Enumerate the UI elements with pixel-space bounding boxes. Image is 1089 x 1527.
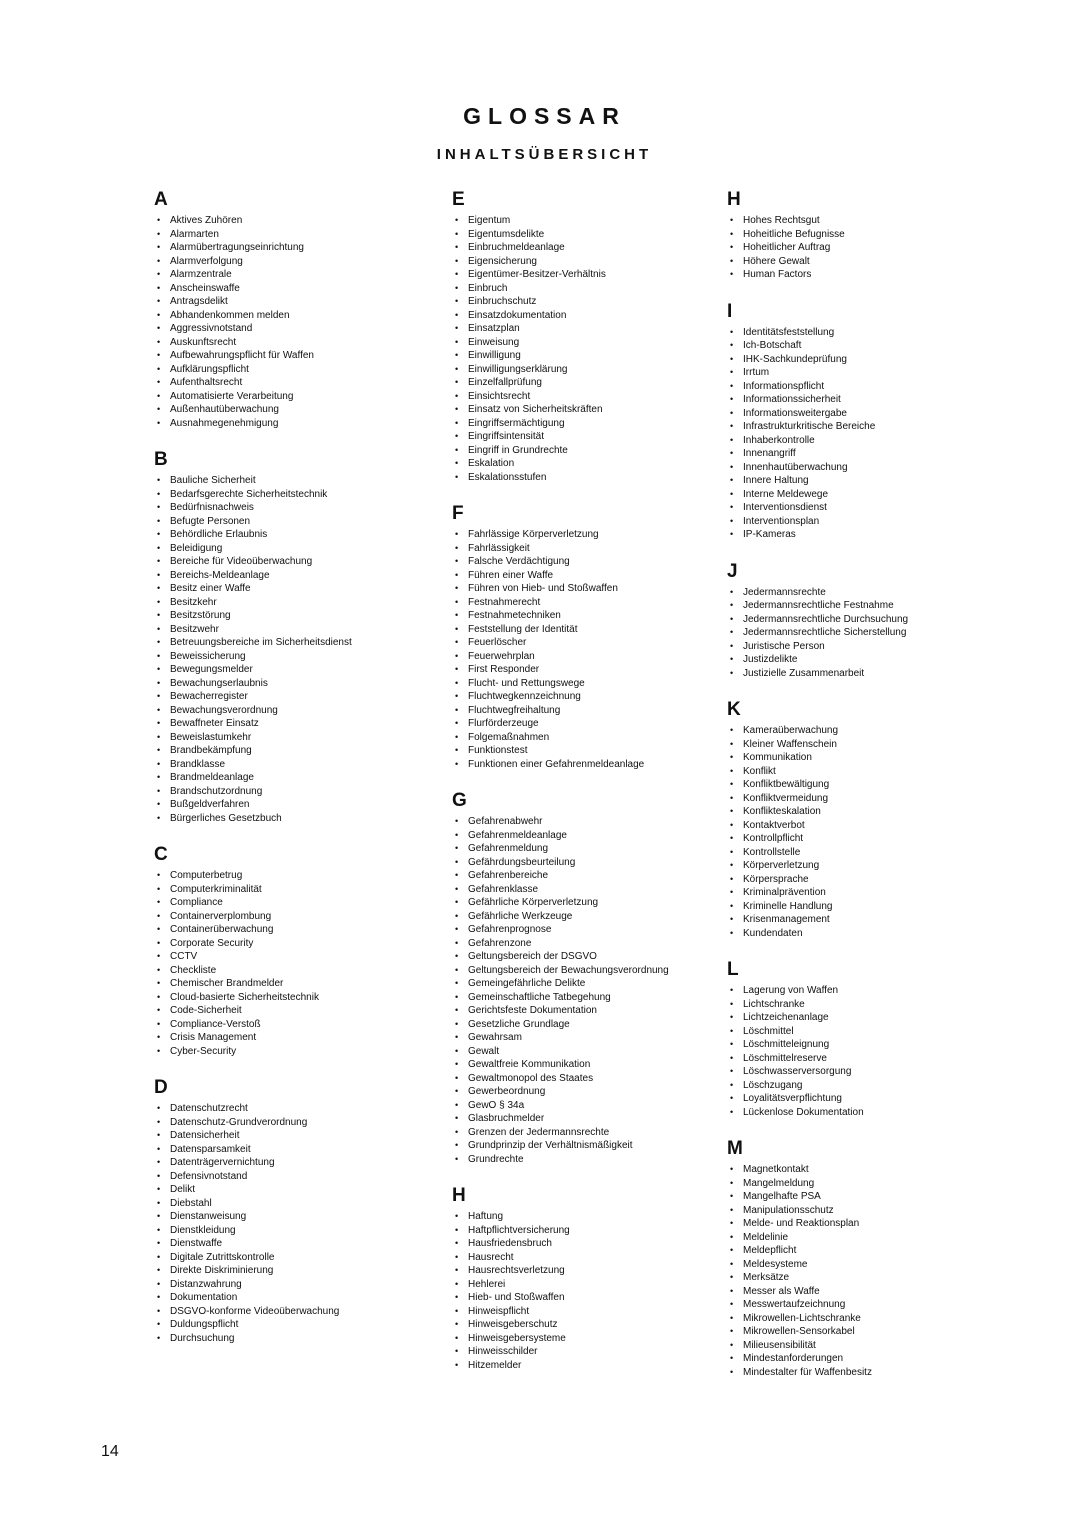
glossary-term: • Anscheinswaffe — [154, 282, 444, 296]
glossary-term: • Einsichtsrecht — [452, 390, 742, 404]
glossary-term: • Digitale Zutrittskontrolle — [154, 1251, 444, 1265]
glossary-term: • Mikrowellen-Sensorkabel — [727, 1325, 1017, 1339]
glossary-term: • Corporate Security — [154, 937, 444, 951]
glossary-term: • Glasbruchmelder — [452, 1112, 742, 1126]
glossary-term-list — [452, 214, 742, 484]
glossary-term: • Löschwasserversorgung — [727, 1065, 1017, 1079]
glossary-term: • Justizielle Zusammenarbeit — [727, 667, 1017, 681]
glossary-term: • Mindestanforderungen — [727, 1352, 1017, 1366]
glossary-term-list — [727, 586, 1017, 681]
glossary-term: • Brandbekämpfung — [154, 744, 444, 758]
glossary-term: • Hinweisschilder — [452, 1345, 742, 1359]
glossary-term: • Kommunikation — [727, 751, 1017, 765]
glossary-term: • Justizdelikte — [727, 653, 1017, 667]
glossary-term: • Löschmittel — [727, 1025, 1017, 1039]
glossary-section-c — [154, 843, 444, 1058]
glossary-term: • Hausrecht — [452, 1251, 742, 1265]
glossary-term: • Hoheitlicher Auftrag — [727, 241, 1017, 255]
glossary-term: • Hohes Rechtsgut — [727, 214, 1017, 228]
glossary-section-f — [452, 502, 742, 771]
glossary-term: • Brandschutzordnung — [154, 785, 444, 799]
section-letter-heading: I — [727, 300, 733, 322]
glossary-term: • Kriminalprävention — [727, 886, 1017, 900]
glossary-term: • Bauliche Sicherheit — [154, 474, 444, 488]
section-letter-heading: M — [727, 1138, 743, 1159]
glossary-term: • Besitz einer Waffe — [154, 582, 444, 596]
glossary-term: • Einwilligung — [452, 349, 742, 363]
glossary-term: • Alarmzentrale — [154, 268, 444, 282]
section-letter-heading: H — [452, 1185, 466, 1206]
glossary-term: • Kundendaten — [727, 927, 1017, 941]
glossary-term: • Dienstkleidung — [154, 1224, 444, 1238]
glossary-term: • Kontaktverbot — [727, 819, 1017, 833]
glossary-term: • Körpersprache — [727, 873, 1017, 887]
glossary-term: • Innere Haltung — [727, 474, 1017, 488]
glossary-term: • Gefahrenmeldeanlage — [452, 829, 742, 843]
glossary-term: • Dokumentation — [154, 1291, 444, 1305]
glossary-term: • Körperverletzung — [727, 859, 1017, 873]
glossary-term: • Meldelinie — [727, 1231, 1017, 1245]
glossary-term: • Dienstwaffe — [154, 1237, 444, 1251]
section-letter-heading: D — [154, 1077, 168, 1098]
glossary-term: • Merksätze — [727, 1271, 1017, 1285]
glossary-term: • Aktives Zuhören — [154, 214, 444, 228]
glossary-term-list — [727, 1163, 1017, 1379]
glossary-term: • Mangelhafte PSA — [727, 1190, 1017, 1204]
glossary-term: • Konflikteskalation — [727, 805, 1017, 819]
glossary-term: • Festnahmetechniken — [452, 609, 742, 623]
glossary-term: • First Responder — [452, 663, 742, 677]
glossary-term: • Eingriffsintensität — [452, 430, 742, 444]
glossary-term: • Gefahrenklasse — [452, 883, 742, 897]
section-letter-heading: C — [154, 844, 168, 865]
glossary-term: • Einzelfallprüfung — [452, 376, 742, 390]
glossary-term: • Gewaltmonopol des Staates — [452, 1072, 742, 1086]
glossary-term: • Datensparsamkeit — [154, 1143, 444, 1157]
glossary-term: • Falsche Verdächtigung — [452, 555, 742, 569]
glossary-section-k — [727, 698, 1017, 940]
glossary-term: • Aggressivnotstand — [154, 322, 444, 336]
glossary-term: • Infrastrukturkritische Bereiche — [727, 420, 1017, 434]
glossary-term: • Kontrollpflicht — [727, 832, 1017, 846]
glossary-term: • Gemeingefährliche Delikte — [452, 977, 742, 991]
glossary-term: • Lückenlose Dokumentation — [727, 1106, 1017, 1120]
glossary-term: • Jedermannsrechte — [727, 586, 1017, 600]
glossary-term: • Einsatzdokumentation — [452, 309, 742, 323]
glossary-term: • Datenschutzrecht — [154, 1102, 444, 1116]
glossary-section-b — [154, 448, 444, 825]
glossary-term: • Interventionsdienst — [727, 501, 1017, 515]
page-number: 14 — [101, 1443, 119, 1460]
glossary-term: • Befugte Personen — [154, 515, 444, 529]
glossary-term: • Antragsdelikt — [154, 295, 444, 309]
glossary-term: • Messer als Waffe — [727, 1285, 1017, 1299]
glossary-term: • Identitätsfeststellung — [727, 326, 1017, 340]
glossary-term: • Feuerwehrplan — [452, 650, 742, 664]
glossary-term: • Datenschutz-Grundverordnung — [154, 1116, 444, 1130]
glossary-term: • Computerbetrug — [154, 869, 444, 883]
glossary-section-e — [452, 188, 742, 484]
glossary-term: • Aufenthaltsrecht — [154, 376, 444, 390]
glossary-term: • Abhandenkommen melden — [154, 309, 444, 323]
glossary-section-i — [727, 300, 1017, 542]
glossary-term: • Messwertaufzeichnung — [727, 1298, 1017, 1312]
glossary-term: • Krisenmanagement — [727, 913, 1017, 927]
glossary-term: • Bewachungserlaubnis — [154, 677, 444, 691]
section-letter-heading: E — [452, 189, 465, 210]
glossary-term: • Fahrlässigkeit — [452, 542, 742, 556]
glossary-term-list — [727, 984, 1017, 1119]
glossary-term: • Interventionsplan — [727, 515, 1017, 529]
glossary-term: • Einwilligungserklärung — [452, 363, 742, 377]
glossary-term: • Datenträgervernichtung — [154, 1156, 444, 1170]
glossary-term: • Computerkriminalität — [154, 883, 444, 897]
glossary-term: • Hieb- und Stoßwaffen — [452, 1291, 742, 1305]
page-title: GLOSSAR — [463, 103, 626, 129]
glossary-term: • Juristische Person — [727, 640, 1017, 654]
glossary-term: • Innenhautüberwachung — [727, 461, 1017, 475]
section-letter-heading: B — [154, 449, 168, 470]
glossary-term: • Alarmübertragungseinrichtung — [154, 241, 444, 255]
glossary-term: • Hitzemelder — [452, 1359, 742, 1373]
glossary-term: • Interne Meldewege — [727, 488, 1017, 502]
glossary-section-l — [727, 958, 1017, 1119]
glossary-term: • Bereichs-Meldeanlage — [154, 569, 444, 583]
glossary-term: • Gewahrsam — [452, 1031, 742, 1045]
glossary-term: • Gefahrenzone — [452, 937, 742, 951]
glossary-term: • Gemeinschaftliche Tatbegehung — [452, 991, 742, 1005]
glossary-term: • Gewerbeordnung — [452, 1085, 742, 1099]
glossary-term: • Dienstanweisung — [154, 1210, 444, 1224]
glossary-term: • Alarmverfolgung — [154, 255, 444, 269]
glossary-section-m — [727, 1137, 1017, 1379]
glossary-term: • Duldungspflicht — [154, 1318, 444, 1332]
glossary-term: • Grundprinzip der Verhältnismäßigkeit — [452, 1139, 742, 1153]
glossary-term: • Jedermannsrechtliche Durchsuchung — [727, 613, 1017, 627]
glossary-term: • Datensicherheit — [154, 1129, 444, 1143]
glossary-term: • Bürgerliches Gesetzbuch — [154, 812, 444, 826]
glossary-term: • Eskalationsstufen — [452, 471, 742, 485]
section-letter-heading: G — [452, 790, 467, 811]
glossary-term-list — [452, 1210, 742, 1372]
glossary-column-1 — [154, 188, 444, 1363]
glossary-term: • Hausfriedensbruch — [452, 1237, 742, 1251]
glossary-term: • Behördliche Erlaubnis — [154, 528, 444, 542]
glossary-term-list — [727, 724, 1017, 940]
glossary-term: • Aufbewahrungspflicht für Waffen — [154, 349, 444, 363]
glossary-term: • Cyber-Security — [154, 1045, 444, 1059]
glossary-term: • Gewalt — [452, 1045, 742, 1059]
glossary-term: • Grundrechte — [452, 1153, 742, 1167]
glossary-term: • Eskalation — [452, 457, 742, 471]
glossary-term: • Jedermannsrechtliche Festnahme — [727, 599, 1017, 613]
glossary-term: • Containerüberwachung — [154, 923, 444, 937]
glossary-section-d — [154, 1076, 444, 1345]
glossary-term: • Einbruchschutz — [452, 295, 742, 309]
glossary-term: • Gefährliche Werkzeuge — [452, 910, 742, 924]
glossary-term: • Checkliste — [154, 964, 444, 978]
glossary-term: • Festnahmerecht — [452, 596, 742, 610]
glossary-term: • Geltungsbereich der DSGVO — [452, 950, 742, 964]
glossary-term: • Loyalitätsverpflichtung — [727, 1092, 1017, 1106]
glossary-term: • Beleidigung — [154, 542, 444, 556]
glossary-section-g — [452, 789, 742, 1166]
glossary-term: • Konfliktvermeidung — [727, 792, 1017, 806]
glossary-term: • Fahrlässige Körperverletzung — [452, 528, 742, 542]
glossary-term: • Funktionen einer Gefahrenmeldeanlage — [452, 758, 742, 772]
glossary-term: • Compliance — [154, 896, 444, 910]
glossary-term: • Innenangriff — [727, 447, 1017, 461]
section-letter-heading: K — [727, 699, 741, 720]
glossary-term: • Hausrechtsverletzung — [452, 1264, 742, 1278]
glossary-term: • Kleiner Waffenschein — [727, 738, 1017, 752]
glossary-section-a — [154, 188, 444, 430]
glossary-term: • Alarmarten — [154, 228, 444, 242]
glossary-term: • CCTV — [154, 950, 444, 964]
glossary-term: • Bedarfsgerechte Sicherheitstechnik — [154, 488, 444, 502]
glossary-term-list — [727, 326, 1017, 542]
glossary-term: • Konflikt — [727, 765, 1017, 779]
glossary-term-list — [154, 1102, 444, 1345]
glossary-section-h — [727, 188, 1017, 282]
glossary-term: • Aufklärungspflicht — [154, 363, 444, 377]
glossary-term: • Ausnahmegenehmigung — [154, 417, 444, 431]
glossary-term: • Hoheitliche Befugnisse — [727, 228, 1017, 242]
glossary-term: • Mindestalter für Waffenbesitz — [727, 1366, 1017, 1380]
glossary-term: • Beweissicherung — [154, 650, 444, 664]
section-letter-heading: L — [727, 959, 739, 980]
glossary-term: • Haftpflichtversicherung — [452, 1224, 742, 1238]
glossary-term: • Gesetzliche Grundlage — [452, 1018, 742, 1032]
glossary-term: • DSGVO-konforme Videoüberwachung — [154, 1305, 444, 1319]
glossary-term: • Inhaberkontrolle — [727, 434, 1017, 448]
glossary-term: • Manipulationsschutz — [727, 1204, 1017, 1218]
glossary-term: • Compliance-Verstoß — [154, 1018, 444, 1032]
glossary-term: • Löschmittelreserve — [727, 1052, 1017, 1066]
glossary-term: • GewO § 34a — [452, 1099, 742, 1113]
glossary-term: • Chemischer Brandmelder — [154, 977, 444, 991]
glossary-term: • Beweislastumkehr — [154, 731, 444, 745]
glossary-term: • Bewachungsverordnung — [154, 704, 444, 718]
glossary-term: • Einbruch — [452, 282, 742, 296]
glossary-term: • Einweisung — [452, 336, 742, 350]
glossary-term: • Brandklasse — [154, 758, 444, 772]
glossary-term: • Lichtschranke — [727, 998, 1017, 1012]
glossary-term: • Höhere Gewalt — [727, 255, 1017, 269]
glossary-term: • Geltungsbereich der Bewachungsverordnung — [452, 964, 742, 978]
glossary-term: • Hinweispflicht — [452, 1305, 742, 1319]
glossary-term: • Betreuungsbereiche im Sicherheitsdienst — [154, 636, 444, 650]
glossary-term: • Distanzwahrung — [154, 1278, 444, 1292]
glossary-term: • Bewaffneter Einsatz — [154, 717, 444, 731]
glossary-term: • Gefährliche Körperverletzung — [452, 896, 742, 910]
glossary-term: • Crisis Management — [154, 1031, 444, 1045]
glossary-term: • Durchsuchung — [154, 1332, 444, 1346]
glossary-term: • Konfliktbewältigung — [727, 778, 1017, 792]
glossary-term: • Magnetkontakt — [727, 1163, 1017, 1177]
page-subtitle: INHALTSÜBERSICHT — [436, 146, 653, 163]
glossary-term: • Milieusensibilität — [727, 1339, 1017, 1353]
glossary-term: • Führen von Hieb- und Stoßwaffen — [452, 582, 742, 596]
glossary-term-list — [452, 528, 742, 771]
glossary-term: • Human Factors — [727, 268, 1017, 282]
glossary-term: • Grenzen der Jedermannsrechte — [452, 1126, 742, 1140]
glossary-term: • Fluchtwegkennzeichnung — [452, 690, 742, 704]
section-letter-heading: J — [727, 560, 738, 582]
glossary-term: • Defensivnotstand — [154, 1170, 444, 1184]
glossary-term: • Containerverplombung — [154, 910, 444, 924]
glossary-section-j — [727, 560, 1017, 681]
glossary-term: • Auskunftsrecht — [154, 336, 444, 350]
glossary-term: • Funktionstest — [452, 744, 742, 758]
glossary-term: • Bereiche für Videoüberwachung — [154, 555, 444, 569]
glossary-term: • Ich-Botschaft — [727, 339, 1017, 353]
glossary-term: • Eingriffsermächtigung — [452, 417, 742, 431]
glossary-term-list — [727, 214, 1017, 282]
glossary-term: • Gefahrenmeldung — [452, 842, 742, 856]
glossary-term: • Einsatz von Sicherheitskräften — [452, 403, 742, 417]
glossary-term: • Feststellung der Identität — [452, 623, 742, 637]
glossary-term-list — [452, 815, 742, 1166]
glossary-term: • Irrtum — [727, 366, 1017, 380]
glossary-term: • Gewaltfreie Kommunikation — [452, 1058, 742, 1072]
glossary-term: • Direkte Diskriminierung — [154, 1264, 444, 1278]
glossary-term: • Fluchtwegfreihaltung — [452, 704, 742, 718]
glossary-term: • Außenhautüberwachung — [154, 403, 444, 417]
glossary-term: • Einbruchmeldeanlage — [452, 241, 742, 255]
glossary-term: • Löschzugang — [727, 1079, 1017, 1093]
glossary-term: • Mangelmeldung — [727, 1177, 1017, 1191]
glossary-term: • IHK-Sachkundeprüfung — [727, 353, 1017, 367]
glossary-term: • IP-Kameras — [727, 528, 1017, 542]
glossary-term: • Gefährdungsbeurteilung — [452, 856, 742, 870]
glossary-term-list — [154, 214, 444, 430]
glossary-term: • Lagerung von Waffen — [727, 984, 1017, 998]
glossary-term: • Führen einer Waffe — [452, 569, 742, 583]
glossary-term: • Melde- und Reaktionsplan — [727, 1217, 1017, 1231]
glossary-term: • Eingriff in Grundrechte — [452, 444, 742, 458]
glossary-term: • Jedermannsrechtliche Sicherstellung — [727, 626, 1017, 640]
glossary-term: • Bedürfnisnachweis — [154, 501, 444, 515]
glossary-term: • Informationsweitergabe — [727, 407, 1017, 421]
glossary-term: • Hinweisgebersysteme — [452, 1332, 742, 1346]
section-letter-heading: F — [452, 503, 464, 524]
glossary-term: • Bußgeldverfahren — [154, 798, 444, 812]
glossary-term: • Löschmitteleignung — [727, 1038, 1017, 1052]
glossary-term: • Bewegungsmelder — [154, 663, 444, 677]
glossary-term: • Kriminelle Handlung — [727, 900, 1017, 914]
glossary-term: • Code-Sicherheit — [154, 1004, 444, 1018]
glossary-term: • Lichtzeichenanlage — [727, 1011, 1017, 1025]
glossary-term: • Eigentümer-Besitzer-Verhältnis — [452, 268, 742, 282]
glossary-term: • Gefahrenbereiche — [452, 869, 742, 883]
section-letter-heading: A — [154, 189, 168, 210]
glossary-term: • Besitzstörung — [154, 609, 444, 623]
glossary-term: • Bewacherregister — [154, 690, 444, 704]
glossary-term: • Delikt — [154, 1183, 444, 1197]
glossary-term: • Informationssicherheit — [727, 393, 1017, 407]
glossary-term: • Meldepflicht — [727, 1244, 1017, 1258]
glossary-term-list — [154, 869, 444, 1058]
glossary-term: • Flucht- und Rettungswege — [452, 677, 742, 691]
glossary-term: • Brandmeldeanlage — [154, 771, 444, 785]
glossary-term: • Informationspflicht — [727, 380, 1017, 394]
glossary-term: • Gefahrenprognose — [452, 923, 742, 937]
section-letter-heading: H — [727, 189, 741, 210]
glossary-term: • Eigensicherung — [452, 255, 742, 269]
glossary-term: • Besitzwehr — [154, 623, 444, 637]
glossary-term: • Diebstahl — [154, 1197, 444, 1211]
glossary-term: • Eigentum — [452, 214, 742, 228]
glossary-column-2 — [452, 188, 742, 1390]
glossary-term: • Haftung — [452, 1210, 742, 1224]
glossary-term: • Gerichtsfeste Dokumentation — [452, 1004, 742, 1018]
glossary-term: • Kameraüberwachung — [727, 724, 1017, 738]
glossary-term-list — [154, 474, 444, 825]
glossary-term: • Gefahrenabwehr — [452, 815, 742, 829]
glossary-term: • Kontrollstelle — [727, 846, 1017, 860]
glossary-term: • Eigentumsdelikte — [452, 228, 742, 242]
glossary-term: • Mikrowellen-Lichtschranke — [727, 1312, 1017, 1326]
glossary-term: • Cloud-basierte Sicherheitstechnik — [154, 991, 444, 1005]
glossary-column-3 — [727, 188, 1017, 1397]
glossary-term: • Flurförderzeuge — [452, 717, 742, 731]
glossary-section-h — [452, 1184, 742, 1372]
glossary-term: • Hinweisgeberschutz — [452, 1318, 742, 1332]
glossary-term: • Folgemaßnahmen — [452, 731, 742, 745]
glossary-term: • Meldesysteme — [727, 1258, 1017, 1272]
glossary-term: • Hehlerei — [452, 1278, 742, 1292]
glossary-term: • Besitzkehr — [154, 596, 444, 610]
glossary-term: • Feuerlöscher — [452, 636, 742, 650]
glossary-term: • Einsatzplan — [452, 322, 742, 336]
glossary-term: • Automatisierte Verarbeitung — [154, 390, 444, 404]
